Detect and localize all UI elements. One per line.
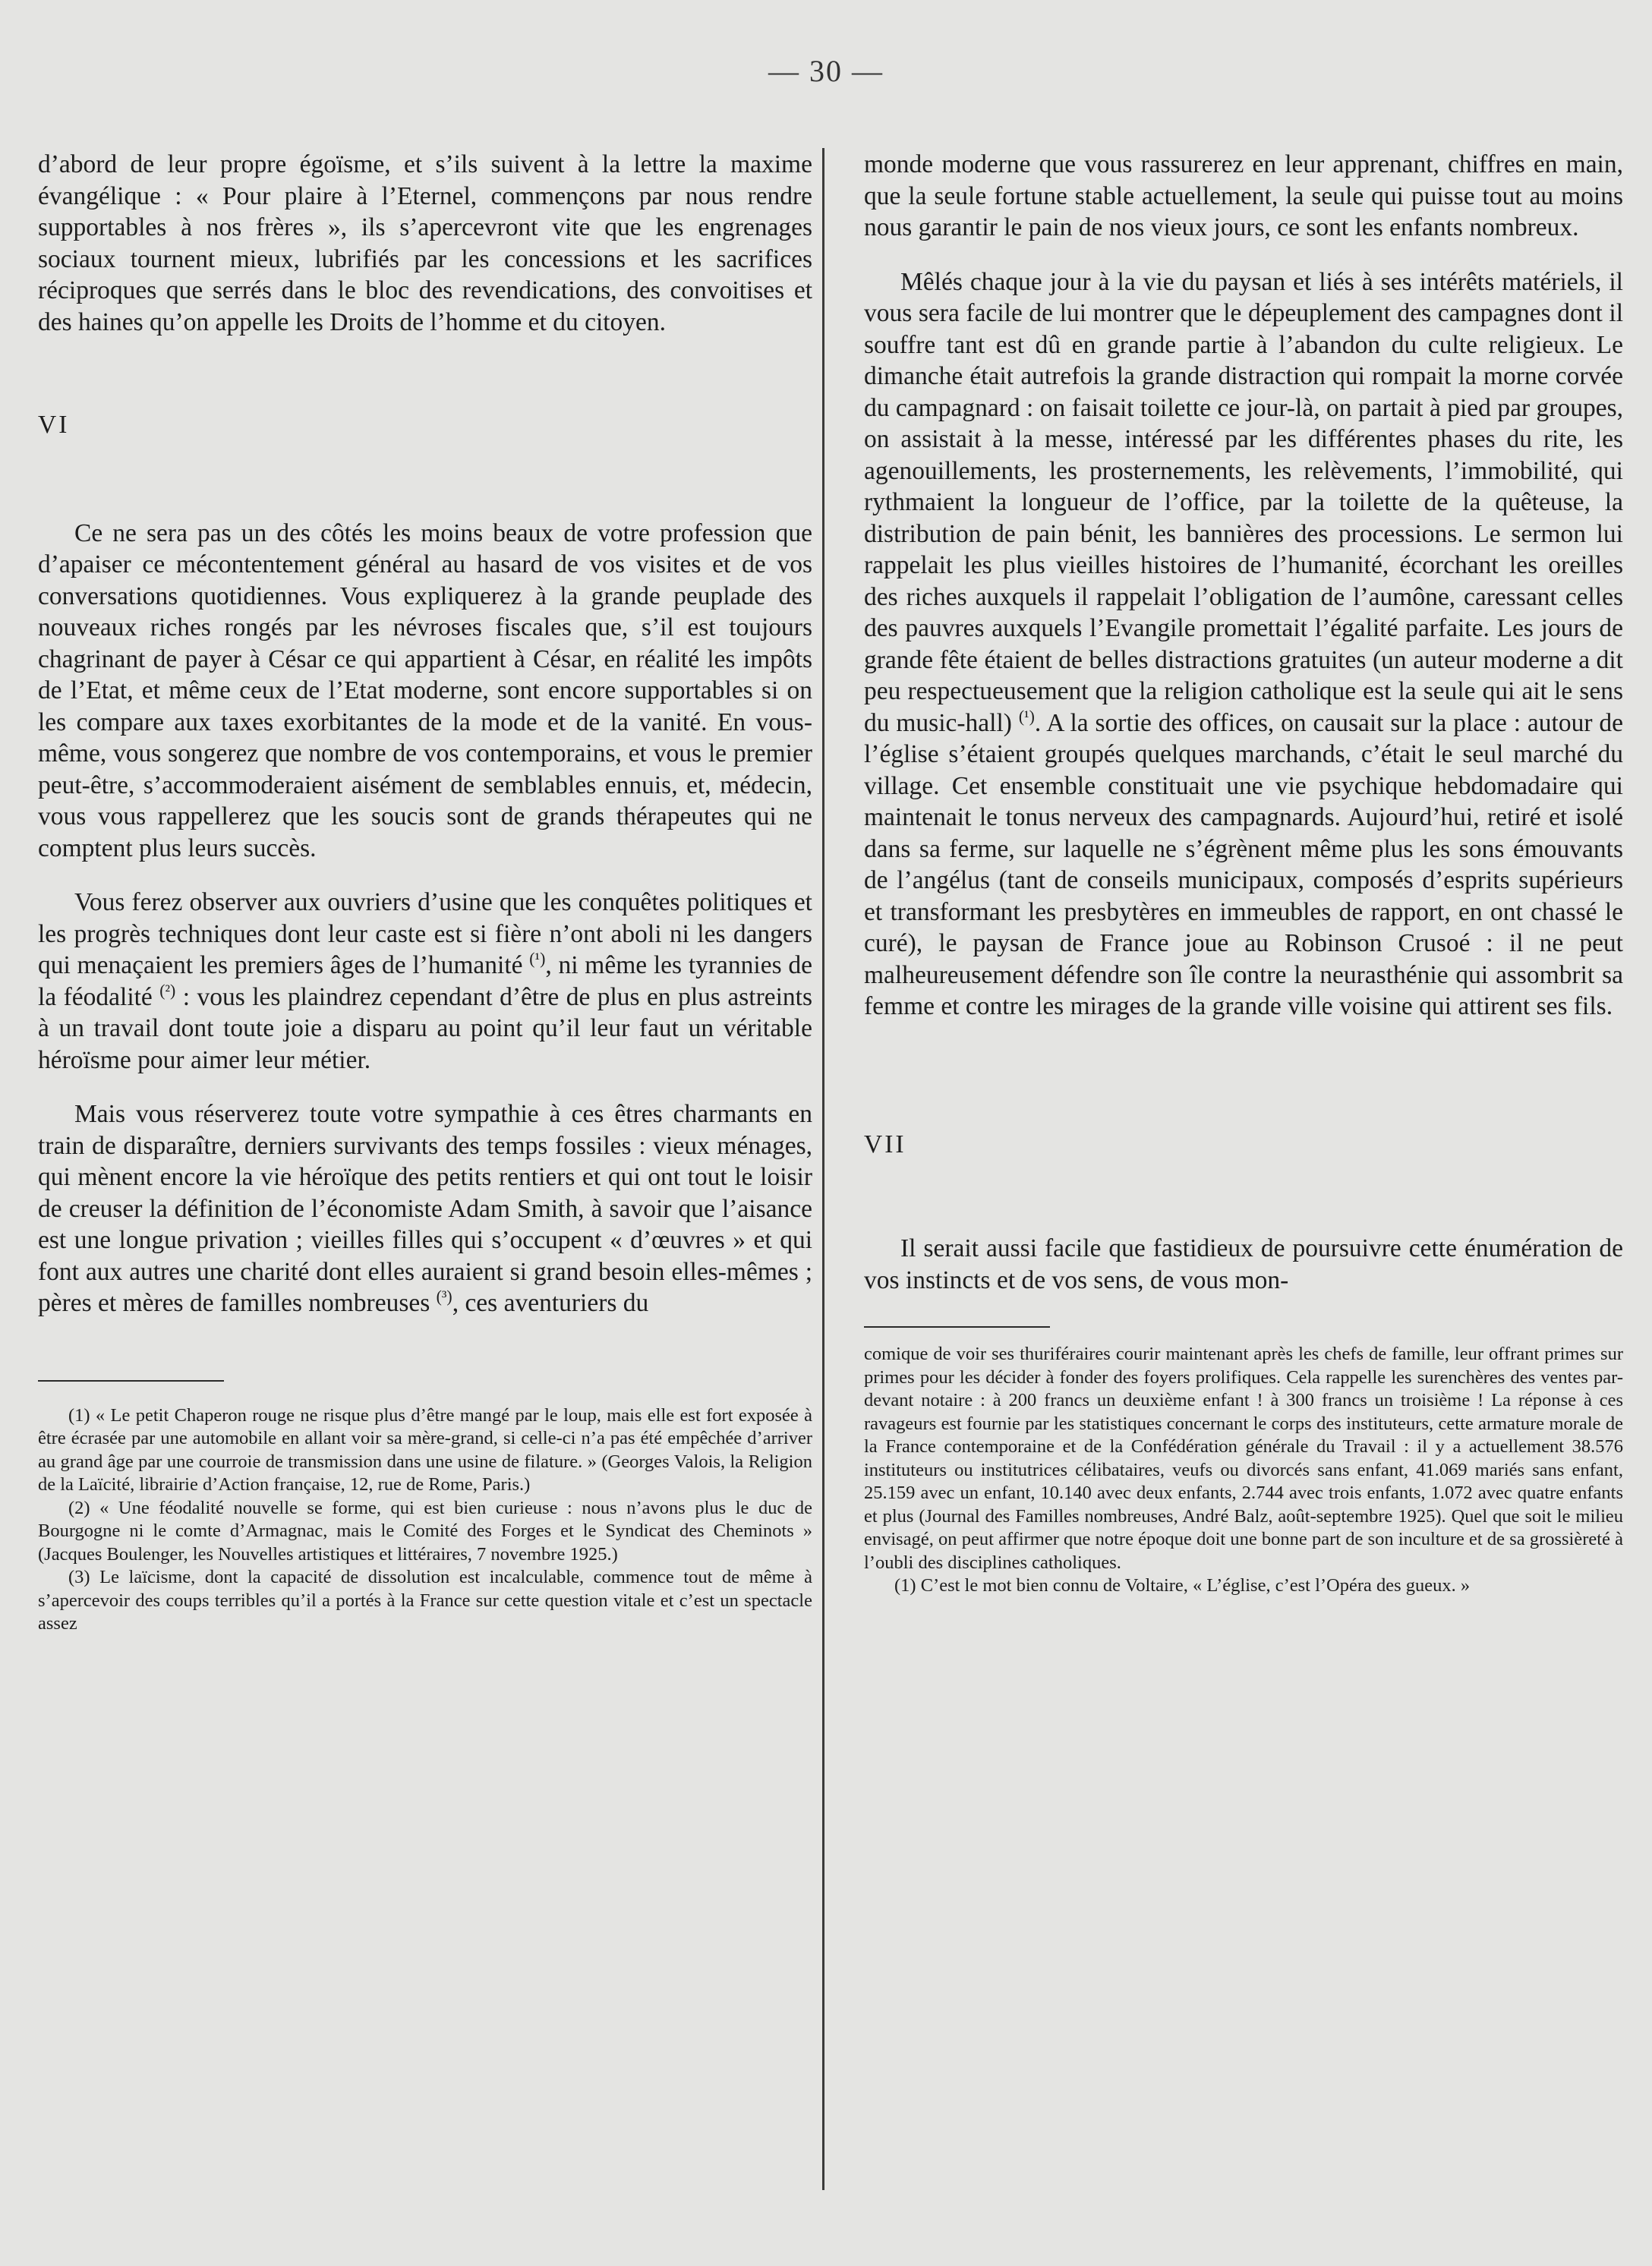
footnote-left-2: (2) « Une féodalité nouvelle se forme, qui est bien curieuse : nous n’avons plus le duc de Bourgogne ni le comte d’Armagnac, mais le Comité des Forges et le Syndicat des Cheminots » (Jacques Boulenger, les Nouvelles artistiques et littéraires, 7 novembre 1925.) bbox=[38, 1497, 812, 1565]
paragraph-left-4 bbox=[38, 1098, 812, 1319]
right-column bbox=[864, 149, 1623, 1598]
paragraph-left-1: d’abord de leur propre égoïsme, et s’ils suivent à la lettre la maxime évangélique : « Pour plaire à l’Eternel, commençons par nous rendre supportables à nos frères », ils s’apercevront vite que les engrenages sociaux tournent mieux, lubrifiés par les concessions et les sacrifices réciproques que serrés dans le bloc des revendications, des convoitises et des haines qu’on appelle les Droits de l’homme et du citoyen. bbox=[38, 150, 812, 336]
footnote-ref-2: (²) bbox=[159, 981, 176, 1000]
column-divider bbox=[822, 148, 824, 2190]
footnote-ref-right-1: (¹) bbox=[1018, 707, 1035, 726]
section-heading-vi: VI bbox=[38, 411, 70, 439]
paragraph-right-3: Il serait aussi facile que fastidieux de poursuivre cette énumération de vos instincts et de vos sens, de vous mon- bbox=[864, 1234, 1623, 1294]
paragraph-right-2 bbox=[864, 266, 1623, 1023]
left-column bbox=[38, 149, 812, 1636]
page-number: — 30 — bbox=[768, 54, 884, 88]
footnote-continuation: comique de voir ses thuriféraires courir maintenant après les chefs de famille, leur offrant primes sur primes pour les décider à fonder des foyers prolifiques. Cela rappelle les surenchères des ventes par-devant notaire : à 200 francs un deuxième enfant ! à 300 francs un troisième ! La réponse à ces ravageurs est fournie par les statistiques concernant le corps des instituteurs, cette armature morale de la France contemporaine et de la Confédération générale du Travail : il y a actuellement 38.576 instituteurs ou institutrices célibataires, veufs ou divorcés sans enfant, 41.069 mariés sans enfant, 25.159 avec un enfant, 10.140 avec deux enfants, 2.744 avec trois enfants, 1.072 avec quatre enfants et plus (Journal des Familles nombreuses, André Balz, août-septembre 1925). Quel que soit le milieu envisagé, on peut affirmer que notre époque doit une bonne part de son inculture et de sa grossièreté à l’oubli des disciplines catholiques. bbox=[864, 1344, 1623, 1573]
section-heading-vii: VII bbox=[864, 1130, 906, 1158]
footnote-right-1: (1) C’est le mot bien connu de Voltaire, « L’église, c’est l’Opéra des gueux. » bbox=[894, 1575, 1471, 1596]
paragraph-left-3-text-c: : vous les plaindrez cependant d’être de plus en plus astreints à un travail dont toute joie a disparu au point qu’il leur faut un véritable héroïsme pour aimer leur métier. bbox=[38, 982, 813, 1074]
paragraph-left-3-text-a: Vous ferez observer aux ouvriers d’usine que les conquêtes politiques et les progrès techniques dont leur caste est si fière n’ont aboli ni les dangers qui menaçaient les premiers âges de l’humanité bbox=[38, 888, 812, 979]
paragraph-right-2-text-b: . A la sortie des offices, on causait sur la place : autour de l’église s’étaient groupés quelques marchands, c’était le seul marché du village. Cet ensemble constituait une vie psychique hebdomadaire qui maintenait le tonus nerveux des campagnards. Aujourd’hui, retiré et isolé dans sa ferme, sur laquelle ne s’égrènent même plus les sons émouvants de l’angélus (tant de conseils municipaux, composés d’esprits supérieurs et transformant les presbytères en immeubles de rapport, en ont chassé le curé), le paysan de France joue au Robinson Crusoé : il ne peut malheureusement défendre son île contre la neurasthénie qui assombrit sa femme et contre les mirages de la grande ville voisine qui attirent ses fils. bbox=[864, 708, 1623, 1020]
footnote-ref-3: (³) bbox=[436, 1287, 452, 1306]
paragraph-left-2: Ce ne sera pas un des côtés les moins beaux de votre profession que d’apaiser ce mécontentement général au hasard de vos visites et de vos conversations quotidiennes. Vous expliquerez à la grande peuplade des nouveaux riches rongés par les névroses fiscales que, s’il est toujours chagrinant de payer à César ce qui appartient à César, en réalité les impôts de l’Etat, et même ceux de l’Etat moderne, sont encore supportables si on les compare aux taxes exorbitantes de la mode et de la vanité. En vous-même, vous songerez que nombre de vos contemporains, et vous le premier peut-être, s’accommoderaient aisément de semblables ennuis, et, médecin, vous vous rappellerez que les soucis sont de grands thérapeutes qui ne comptent plus leurs succès. bbox=[38, 518, 812, 862]
footnote-left-3: (3) Le laïcisme, dont la capacité de dissolution est incalculable, commence tout de même à s’apercevoir des coups terribles qu’il a portés à la France sur cette question vitale et c’est un spectacle assez bbox=[38, 1567, 812, 1634]
paragraph-left-4-text-b: , ces aventuriers du bbox=[452, 1289, 649, 1317]
paragraph-left-3-text-b: , ni même les tyrannies de la féodalité bbox=[38, 951, 813, 1011]
paragraph-left-3 bbox=[38, 887, 812, 1076]
paragraph-right-2-text-a: Mêlés chaque jour à la vie du paysan et liés à ses intérêts matériels, il vous sera facile de lui montrer que le dépeuplement des campagnes dont il souffre tant est dû en grande partie à l’abandon du culte religieux. Le dimanche était autrefois la grande distraction qui rompait la morne corvée du campagnard : on faisait toilette ce jour-là, on partait à pied par groupes, on assistait à la messe, intéressé par les différentes phases du rite, les agenouillements, les prosternements, les relèvements, l’immobilité, qui rythmaient la longueur de l’office, par la toilette de la quêteuse, la distribution de pain bénit, les bannières des processions. Le sermon lui rappelait les plus vieilles histoires de l’humanité, écorchant les oreilles des riches auxquels il rappelait l’obligation de l’aumône, caressant celles des pauvres auxquels l’Evangile promettait l’égalité parfaite. Les jours de grande fête étaient de belles distractions gratuites (un auteur moderne a dit peu respectueusement que la religion catholique est la seule qui ait le sens du music-hall) bbox=[864, 267, 1623, 737]
paragraph-left-4-text-a: Mais vous réserverez toute votre sympathie à ces êtres charmants en train de disparaître, derniers survivants des temps fossiles : vieux ménages, qui mènent encore la vie héroïque des petits rentiers et qui ont tout le loisir de creuser la définition de l’économiste Adam Smith, à savoir que l’aisance est une longue privation ; vieilles filles qui s’occupent « d’œuvres » et qui font aux autres une charité dont elles auraient si grand besoin elles-mêmes ; pères et mères de familles nombreuses bbox=[38, 1100, 812, 1317]
footnote-left-1: (1) « Le petit Chaperon rouge ne risque plus d’être mangé par le loup, mais elle est fort exposée à être écrasée par une automobile en allant voir sa mère-grand, si celle-ci n’a pas été empêchée d’arriver au grand âge par une courroie de transmission dans une usine de filature. » (Georges Valois, la Religion de la Laïcité, librairie d’Action française, 12, rue de Rome, Paris.) bbox=[38, 1404, 812, 1495]
footnote-ref-1: (¹) bbox=[529, 949, 546, 968]
paragraph-right-1: monde moderne que vous rassurerez en leur apprenant, chiffres en main, que la seule fortune stable actuellement, la seule qui puisse tout au moins nous garantir le pain de nos vieux jours, ce sont les enfants nombreux. bbox=[864, 150, 1623, 241]
